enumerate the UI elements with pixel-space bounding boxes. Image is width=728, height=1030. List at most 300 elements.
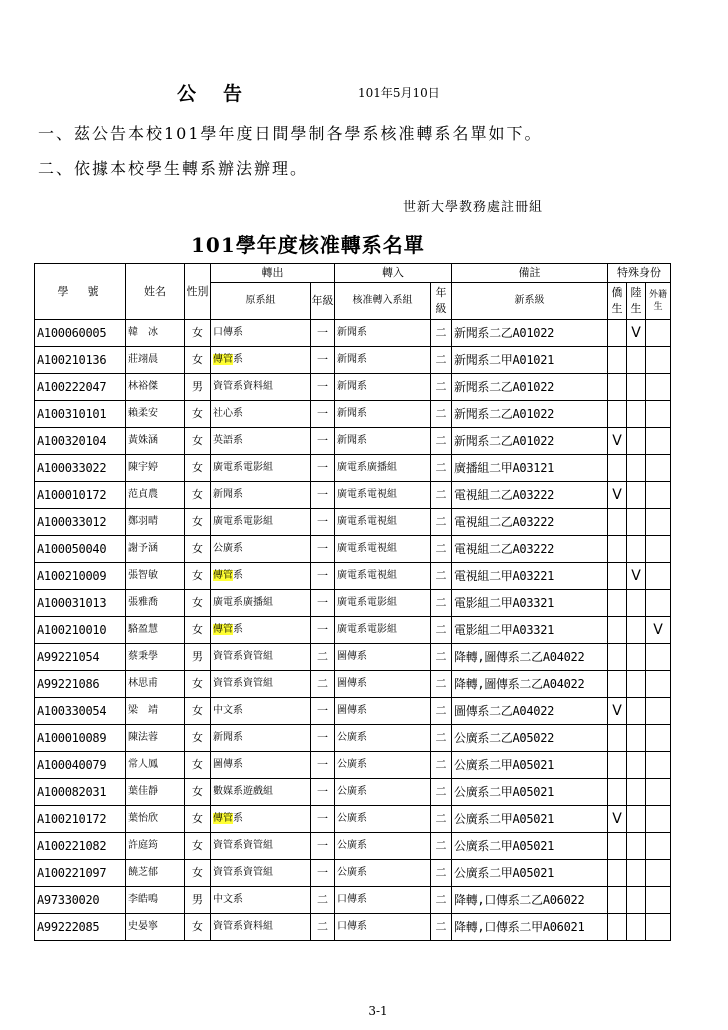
new-class: 降轉,圖傳系二乙A04022 <box>452 644 608 671</box>
table-row <box>35 914 671 941</box>
student-name: 陳宇婷 <box>126 455 185 482</box>
orig-dept-text: 系 <box>233 570 243 581</box>
mainland-check <box>627 590 646 617</box>
foreign-check <box>646 617 671 644</box>
table-row <box>35 860 671 887</box>
mainland-check <box>627 509 646 536</box>
orig-dept <box>211 590 311 617</box>
overseas-check <box>608 428 627 455</box>
new-class: 降轉,口傳系二甲A06021 <box>452 914 608 941</box>
orig-dept <box>211 536 311 563</box>
foreign-check <box>646 482 671 509</box>
new-class: 廣播組二甲A03121 <box>452 455 608 482</box>
orig-dept-text: 資管系資管組 <box>213 867 273 878</box>
grade-out: 二 <box>311 914 335 941</box>
student-name: 鄭羽晴 <box>126 509 185 536</box>
overseas-check <box>608 536 627 563</box>
grade-in: 二 <box>431 779 452 806</box>
grade-out: 一 <box>311 725 335 752</box>
grade-out: 一 <box>311 698 335 725</box>
grade-out: 二 <box>311 644 335 671</box>
student-id: A97330020 <box>35 887 126 914</box>
student-id: A100210136 <box>35 347 126 374</box>
foreign-check <box>646 860 671 887</box>
col-foreign: 外籍生 <box>646 283 671 320</box>
approved-dept: 廣電系廣播組 <box>335 455 431 482</box>
orig-dept-highlight: 傳管 <box>213 570 233 581</box>
orig-dept-text: 新聞系 <box>213 732 243 743</box>
new-class: 新聞系二乙A01022 <box>452 428 608 455</box>
col-transfer-out: 轉出 <box>211 264 335 283</box>
student-name: 林裕傑 <box>126 374 185 401</box>
table-row <box>35 644 671 671</box>
overseas-check <box>608 779 627 806</box>
new-class: 公廣系二乙A05022 <box>452 725 608 752</box>
student-name: 黃姝涵 <box>126 428 185 455</box>
grade-out: 一 <box>311 401 335 428</box>
mainland-check <box>627 725 646 752</box>
orig-dept <box>211 482 311 509</box>
table-row <box>35 509 671 536</box>
overseas-check <box>608 455 627 482</box>
grade-out: 一 <box>311 428 335 455</box>
foreign-check <box>646 536 671 563</box>
orig-dept <box>211 509 311 536</box>
mainland-check <box>627 428 646 455</box>
orig-dept <box>211 725 311 752</box>
student-name: 常人鳳 <box>126 752 185 779</box>
mainland-check <box>627 320 646 347</box>
student-name: 范貞農 <box>126 482 185 509</box>
orig-dept-text: 社心系 <box>213 408 243 419</box>
student-id: A100010089 <box>35 725 126 752</box>
orig-dept <box>211 320 311 347</box>
grade-in: 二 <box>431 644 452 671</box>
grade-in: 二 <box>431 536 452 563</box>
approved-dept: 新聞系 <box>335 347 431 374</box>
new-class: 新聞系二乙A01022 <box>452 374 608 401</box>
grade-out: 一 <box>311 320 335 347</box>
table-row <box>35 428 671 455</box>
student-name: 葉怡欣 <box>126 806 185 833</box>
orig-dept-text: 公廣系 <box>213 543 243 554</box>
orig-dept <box>211 563 311 590</box>
foreign-check <box>646 833 671 860</box>
gender: 女 <box>185 563 211 590</box>
orig-dept-text: 中文系 <box>213 894 243 905</box>
new-class: 公廣系二甲A05021 <box>452 752 608 779</box>
table-row <box>35 320 671 347</box>
new-class: 圖傳系二乙A04022 <box>452 698 608 725</box>
approved-dept: 廣電系電影組 <box>335 590 431 617</box>
orig-dept <box>211 455 311 482</box>
orig-dept <box>211 833 311 860</box>
grade-out: 二 <box>311 887 335 914</box>
check-mark-icon: V <box>631 324 641 341</box>
orig-dept-text: 系 <box>233 813 243 824</box>
student-id: A100040079 <box>35 752 126 779</box>
grade-in: 二 <box>431 590 452 617</box>
orig-dept <box>211 779 311 806</box>
student-id: A100222047 <box>35 374 126 401</box>
orig-dept-text: 資管系資料組 <box>213 381 273 392</box>
grade-in: 二 <box>431 617 452 644</box>
orig-dept-text: 資管系資料組 <box>213 921 273 932</box>
col-grade-out: 年級 <box>311 283 335 320</box>
student-name: 蔡秉學 <box>126 644 185 671</box>
mainland-check <box>627 455 646 482</box>
approved-dept: 新聞系 <box>335 374 431 401</box>
gender: 女 <box>185 401 211 428</box>
foreign-check <box>646 563 671 590</box>
approved-dept: 廣電系電視組 <box>335 509 431 536</box>
col-student-id: 學 號 <box>35 264 126 320</box>
student-id: A100082031 <box>35 779 126 806</box>
overseas-check <box>608 320 627 347</box>
foreign-check <box>646 779 671 806</box>
table-body <box>35 320 671 941</box>
grade-in: 二 <box>431 833 452 860</box>
gender: 女 <box>185 752 211 779</box>
student-id: A100330054 <box>35 698 126 725</box>
student-id: A100010172 <box>35 482 126 509</box>
overseas-check <box>608 752 627 779</box>
approved-dept: 公廣系 <box>335 833 431 860</box>
col-overseas: 僑生 <box>608 283 627 320</box>
approved-dept: 廣電系電視組 <box>335 482 431 509</box>
foreign-check <box>646 806 671 833</box>
grade-in: 二 <box>431 401 452 428</box>
table-header <box>35 264 671 320</box>
table-row <box>35 806 671 833</box>
new-class: 公廣系二甲A05021 <box>452 779 608 806</box>
new-class: 降轉,圖傳系二乙A04022 <box>452 671 608 698</box>
student-id: A100033012 <box>35 509 126 536</box>
mainland-check <box>627 914 646 941</box>
table-row <box>35 617 671 644</box>
gender: 女 <box>185 914 211 941</box>
foreign-check <box>646 509 671 536</box>
foreign-check <box>646 320 671 347</box>
student-id: A99221086 <box>35 671 126 698</box>
grade-in: 二 <box>431 752 452 779</box>
overseas-check <box>608 509 627 536</box>
orig-dept-text: 廣電系電影組 <box>213 516 273 527</box>
student-name: 莊翊晨 <box>126 347 185 374</box>
grade-out: 二 <box>311 671 335 698</box>
approved-dept: 廣電系電視組 <box>335 563 431 590</box>
grade-out: 一 <box>311 752 335 779</box>
grade-in: 二 <box>431 563 452 590</box>
foreign-check <box>646 887 671 914</box>
grade-out: 一 <box>311 806 335 833</box>
table-row <box>35 698 671 725</box>
approved-dept: 新聞系 <box>335 320 431 347</box>
foreign-check <box>646 752 671 779</box>
grade-in: 二 <box>431 914 452 941</box>
gender: 女 <box>185 347 211 374</box>
table-row <box>35 536 671 563</box>
gender: 女 <box>185 698 211 725</box>
overseas-check <box>608 806 627 833</box>
orig-dept <box>211 401 311 428</box>
orig-dept <box>211 644 311 671</box>
grade-in: 二 <box>431 455 452 482</box>
table-row <box>35 455 671 482</box>
gender: 女 <box>185 509 211 536</box>
approved-dept: 公廣系 <box>335 752 431 779</box>
student-name: 梁 靖 <box>126 698 185 725</box>
grade-in: 二 <box>431 320 452 347</box>
gender: 女 <box>185 482 211 509</box>
grade-in: 二 <box>431 806 452 833</box>
overseas-check <box>608 374 627 401</box>
student-id: A100060005 <box>35 320 126 347</box>
orig-dept-highlight: 傳管 <box>213 624 233 635</box>
overseas-check <box>608 644 627 671</box>
student-id: A100310101 <box>35 401 126 428</box>
new-class: 新聞系二乙A01022 <box>452 320 608 347</box>
student-id: A100050040 <box>35 536 126 563</box>
grade-in: 二 <box>431 698 452 725</box>
mainland-check <box>627 617 646 644</box>
orig-dept <box>211 428 311 455</box>
table-title: 101學年度核准轉系名單 <box>191 233 425 257</box>
page-number: 3-1 <box>368 1004 388 1018</box>
notice-title: 公 告 <box>177 83 247 105</box>
approved-dept: 廣電系電視組 <box>335 536 431 563</box>
approved-dept: 廣電系電影組 <box>335 617 431 644</box>
table-row <box>35 725 671 752</box>
table-row <box>35 563 671 590</box>
issuing-office: 世新大學教務處註冊組 <box>403 200 544 215</box>
student-name: 林思甫 <box>126 671 185 698</box>
approved-dept: 公廣系 <box>335 725 431 752</box>
student-name: 駱盈慧 <box>126 617 185 644</box>
col-orig-dept: 原系組 <box>211 283 311 320</box>
overseas-check <box>608 833 627 860</box>
student-name: 史晏寧 <box>126 914 185 941</box>
student-name: 張雅喬 <box>126 590 185 617</box>
notice-line-2: 二、依據本校學生轉系辦法辦理。 <box>38 159 309 178</box>
orig-dept <box>211 698 311 725</box>
overseas-check <box>608 725 627 752</box>
col-transfer-in: 轉入 <box>335 264 452 283</box>
orig-dept <box>211 617 311 644</box>
grade-in: 二 <box>431 725 452 752</box>
overseas-check <box>608 914 627 941</box>
mainland-check <box>627 401 646 428</box>
mainland-check <box>627 698 646 725</box>
grade-in: 二 <box>431 509 452 536</box>
table-row <box>35 482 671 509</box>
student-id: A99221054 <box>35 644 126 671</box>
foreign-check <box>646 644 671 671</box>
new-class: 電影組二甲A03321 <box>452 617 608 644</box>
check-mark-icon: V <box>631 567 641 584</box>
student-id: A100221097 <box>35 860 126 887</box>
orig-dept-text: 中文系 <box>213 705 243 716</box>
overseas-check <box>608 860 627 887</box>
grade-out: 一 <box>311 860 335 887</box>
col-mainland: 陸生 <box>627 283 646 320</box>
check-mark-icon: V <box>612 810 622 827</box>
orig-dept <box>211 860 311 887</box>
gender: 女 <box>185 779 211 806</box>
grade-out: 一 <box>311 563 335 590</box>
approved-dept: 新聞系 <box>335 428 431 455</box>
orig-dept <box>211 752 311 779</box>
new-class: 公廣系二甲A05021 <box>452 833 608 860</box>
student-name: 許庭筠 <box>126 833 185 860</box>
check-mark-icon: V <box>653 621 663 638</box>
gender: 女 <box>185 536 211 563</box>
mainland-check <box>627 347 646 374</box>
grade-out: 一 <box>311 347 335 374</box>
orig-dept <box>211 914 311 941</box>
orig-dept <box>211 671 311 698</box>
table-row <box>35 590 671 617</box>
student-name: 謝予涵 <box>126 536 185 563</box>
mainland-check <box>627 482 646 509</box>
grade-out: 一 <box>311 779 335 806</box>
overseas-check <box>608 887 627 914</box>
orig-dept-text: 資管系資管組 <box>213 651 273 662</box>
grade-out: 一 <box>311 509 335 536</box>
col-approved-dept: 核准轉入系組 <box>335 283 431 320</box>
student-id: A100210009 <box>35 563 126 590</box>
orig-dept-text: 資管系資管組 <box>213 840 273 851</box>
grade-out: 一 <box>311 617 335 644</box>
student-name: 饒芝郁 <box>126 860 185 887</box>
orig-dept-highlight: 傳管 <box>213 813 233 824</box>
gender: 女 <box>185 617 211 644</box>
foreign-check <box>646 347 671 374</box>
check-mark-icon: V <box>612 702 622 719</box>
mainland-check <box>627 644 646 671</box>
table-row <box>35 752 671 779</box>
new-class: 電視組二乙A03222 <box>452 509 608 536</box>
gender: 女 <box>185 671 211 698</box>
mainland-check <box>627 806 646 833</box>
col-gender: 性別 <box>185 264 211 320</box>
orig-dept-highlight: 傳管 <box>213 354 233 365</box>
foreign-check <box>646 671 671 698</box>
check-mark-icon: V <box>612 486 622 503</box>
new-class: 新聞系二乙A01022 <box>452 401 608 428</box>
col-grade-in: 年級 <box>431 283 452 320</box>
student-name: 賴柔安 <box>126 401 185 428</box>
student-id: A100210010 <box>35 617 126 644</box>
orig-dept-text: 圖傳系 <box>213 759 243 770</box>
orig-dept-text: 系 <box>233 354 243 365</box>
overseas-check <box>608 671 627 698</box>
orig-dept-text: 廣電系電影組 <box>213 462 273 473</box>
student-id: A99222085 <box>35 914 126 941</box>
overseas-check <box>608 347 627 374</box>
grade-out: 一 <box>311 482 335 509</box>
grade-out: 一 <box>311 455 335 482</box>
orig-dept <box>211 347 311 374</box>
overseas-check <box>608 617 627 644</box>
student-name: 韓 冰 <box>126 320 185 347</box>
col-remarks: 備註 <box>452 264 608 283</box>
student-name: 陳法蓉 <box>126 725 185 752</box>
col-special-status: 特殊身份 <box>608 264 671 283</box>
gender: 男 <box>185 644 211 671</box>
new-class: 降轉,口傳系二乙A06022 <box>452 887 608 914</box>
foreign-check <box>646 725 671 752</box>
grade-in: 二 <box>431 374 452 401</box>
orig-dept-text: 系 <box>233 624 243 635</box>
foreign-check <box>646 374 671 401</box>
mainland-check <box>627 374 646 401</box>
mainland-check <box>627 563 646 590</box>
student-id: A100320104 <box>35 428 126 455</box>
notice-line-1: 一、茲公告本校101學年度日間學制各學系核准轉系名單如下。 <box>38 124 543 143</box>
foreign-check <box>646 698 671 725</box>
mainland-check <box>627 833 646 860</box>
mainland-check <box>627 779 646 806</box>
student-name: 葉佳靜 <box>126 779 185 806</box>
mainland-check <box>627 887 646 914</box>
overseas-check <box>608 401 627 428</box>
gender: 女 <box>185 590 211 617</box>
approved-dept: 公廣系 <box>335 779 431 806</box>
check-mark-icon: V <box>612 432 622 449</box>
table-row <box>35 833 671 860</box>
table-row <box>35 374 671 401</box>
grade-in: 二 <box>431 347 452 374</box>
grade-in: 二 <box>431 671 452 698</box>
orig-dept <box>211 374 311 401</box>
col-name: 姓名 <box>126 264 185 320</box>
approved-dept: 圖傳系 <box>335 671 431 698</box>
grade-in: 二 <box>431 482 452 509</box>
orig-dept-text: 口傳系 <box>213 327 243 338</box>
table-row <box>35 401 671 428</box>
table-row <box>35 671 671 698</box>
gender: 女 <box>185 833 211 860</box>
student-name: 張智敏 <box>126 563 185 590</box>
notice-date: 101年5月10日 <box>358 86 440 100</box>
mainland-check <box>627 671 646 698</box>
foreign-check <box>646 428 671 455</box>
transfer-table <box>34 263 671 941</box>
grade-out: 一 <box>311 833 335 860</box>
table-row <box>35 347 671 374</box>
gender: 男 <box>185 374 211 401</box>
gender: 女 <box>185 806 211 833</box>
grade-in: 二 <box>431 887 452 914</box>
overseas-check <box>608 590 627 617</box>
gender: 女 <box>185 860 211 887</box>
gender: 男 <box>185 887 211 914</box>
new-class: 電影組二甲A03321 <box>452 590 608 617</box>
student-id: A100221082 <box>35 833 126 860</box>
new-class: 電視組二乙A03222 <box>452 536 608 563</box>
orig-dept-text: 資管系資管組 <box>213 678 273 689</box>
new-class: 電視組二甲A03221 <box>452 563 608 590</box>
orig-dept-text: 新聞系 <box>213 489 243 500</box>
foreign-check <box>646 914 671 941</box>
orig-dept-text: 英語系 <box>213 435 243 446</box>
orig-dept <box>211 806 311 833</box>
grade-out: 一 <box>311 590 335 617</box>
approved-dept: 圖傳系 <box>335 644 431 671</box>
mainland-check <box>627 752 646 779</box>
col-new-class: 新系級 <box>452 283 608 320</box>
